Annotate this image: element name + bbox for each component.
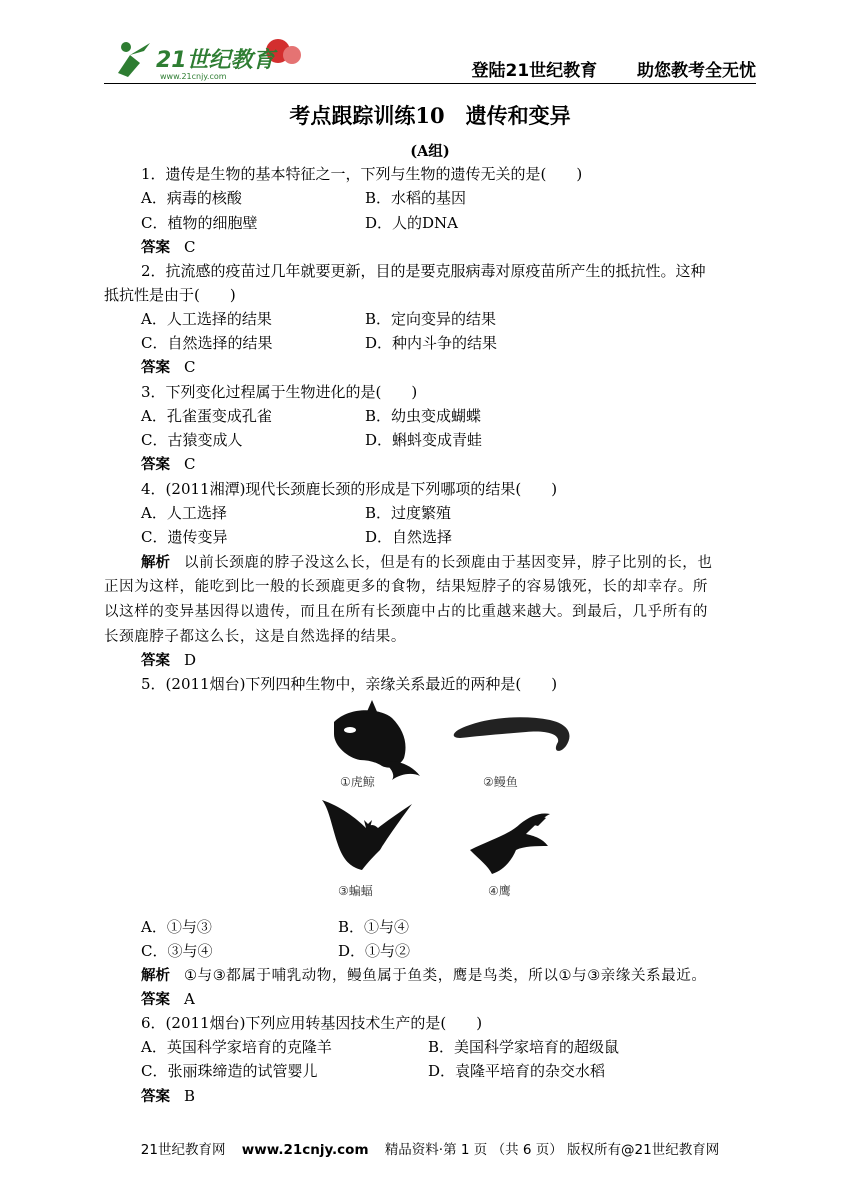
page-title: 考点跟踪训练10 遗传和变异 [289, 103, 571, 128]
answer-label: 答案 [141, 653, 170, 669]
explain-label: 解析 [141, 968, 170, 984]
footer-site: 21世纪教育网 [140, 1142, 226, 1158]
option: A．孔雀蛋变成孔雀 [141, 407, 272, 425]
option: C．自然选择的结果 [141, 334, 273, 352]
answer-value: C [184, 238, 196, 256]
answer-row [141, 357, 195, 378]
answer-value: A [184, 990, 195, 1008]
option: B．水稻的基因 [365, 189, 467, 207]
question-stem: 6．(2011烟台)下列应用转基因技术生产的是( ) [141, 1014, 483, 1032]
option: A．人工选择的结果 [141, 310, 272, 328]
answer-label: 答案 [141, 1089, 170, 1105]
option: C．植物的细胞壁 [141, 214, 258, 232]
orca-image [334, 700, 420, 780]
page-footer [0, 1138, 860, 1158]
option: B．①与④ [338, 918, 410, 936]
explain-label: 解析 [141, 555, 170, 571]
explanation-line: 解析 以前长颈鹿的脖子没这么长，但是有的长颈鹿由于基因变异，脖子比别的长，也 [141, 555, 713, 571]
explanation-line: 正因为这样，能吃到比一般的长颈鹿更多的食物，结果短脖子的容易饿死，长的却幸存。所 [104, 579, 708, 595]
option: C．张丽珠缔造的试管婴儿 [141, 1062, 318, 1080]
option: A．人工选择 [141, 504, 227, 522]
logo-text: 21世纪教育 [156, 48, 275, 73]
option: B．定向变异的结果 [365, 310, 497, 328]
explanation-line: 解析 ①与③都属于哺乳动物，鳗鱼属于鱼类，鹰是鸟类，所以①与③亲缘关系最近。 [141, 968, 707, 984]
question-stem: 5．(2011烟台)下列四种生物中，亲缘关系最近的两种是( ) [141, 675, 558, 693]
eagle-image [470, 813, 550, 874]
option: C．③与④ [141, 942, 213, 960]
group-label: (A组) [410, 143, 450, 160]
option: C．古猿变成人 [141, 431, 243, 449]
logo-url: www.21cnjy.com [160, 72, 227, 81]
answer-row [141, 237, 195, 258]
option: D．①与② [338, 942, 411, 960]
header-rule [104, 83, 756, 84]
question-stem: 4．(2011湘潭)现代长颈鹿长颈的形成是下列哪项的结果( ) [141, 480, 558, 498]
answer-value: B [184, 1087, 196, 1105]
slogan-left: 登陆21世纪教育 [471, 61, 598, 81]
explanation-line: 以这样的变异基因得以遗传，而且在所有长颈鹿中占的比重越来越大。到最后，几乎所有的 [104, 604, 708, 620]
question-stem: 2．抗流感的疫苗过几年就要更新，目的是要克服病毒对原疫苗所产生的抵抗性。这种 [141, 262, 706, 280]
answer-row [141, 650, 196, 671]
animal-figure [320, 700, 580, 905]
bat-image [322, 800, 412, 870]
explanation-line: 长颈鹿脖子都这么长，这是自然选择的结果。 [104, 629, 406, 645]
option: A．英国科学家培育的克隆羊 [141, 1038, 332, 1056]
caption-eagle: ④鹰 [488, 884, 511, 898]
answer-label: 答案 [141, 360, 170, 376]
header-slogan [471, 56, 756, 81]
option: A．①与③ [141, 918, 212, 936]
option: B．美国科学家培育的超级鼠 [428, 1038, 620, 1056]
caption-bat: ③蝙蝠 [338, 884, 373, 898]
answer-label: 答案 [141, 240, 170, 256]
answer-label: 答案 [141, 992, 170, 1008]
question-stem: 1．遗传是生物的基本特征之一，下列与生物的遗传无关的是( ) [141, 165, 583, 183]
footer-info: 精品资料·第 1 页 （共 6 页） 版权所有@21世纪教育网 [384, 1142, 720, 1158]
option: D．蝌蚪变成青蛙 [365, 431, 483, 449]
answer-value: C [184, 455, 196, 473]
answer-row [141, 1086, 195, 1107]
answer-row [141, 454, 195, 475]
option: D．袁隆平培育的杂交水稻 [428, 1062, 606, 1080]
option: A．病毒的核酸 [141, 189, 242, 207]
option: D．自然选择 [365, 528, 453, 546]
answer-value: C [184, 358, 196, 376]
eel-image [454, 717, 570, 751]
question-stem: 3．下列变化过程属于生物进化的是( ) [141, 383, 418, 401]
answer-value: D [184, 651, 197, 669]
answer-row [141, 989, 195, 1010]
option: D．种内斗争的结果 [365, 334, 498, 352]
option: C．遗传变异 [141, 528, 228, 546]
option: B．幼虫变成蝴蝶 [365, 407, 482, 425]
answer-label: 答案 [141, 457, 170, 473]
question-stem-cont: 抵抗性是由于( ) [104, 286, 236, 304]
site-logo [110, 33, 310, 81]
caption-orca: ①虎鲸 [340, 775, 375, 789]
slogan-right: 助您教考全无忧 [637, 61, 756, 81]
caption-eel: ②鳗鱼 [483, 775, 518, 789]
footer-url[interactable]: www.21cnjy.com [241, 1142, 369, 1158]
option: D．人的DNA [365, 214, 459, 232]
option: B．过度繁殖 [365, 504, 452, 522]
